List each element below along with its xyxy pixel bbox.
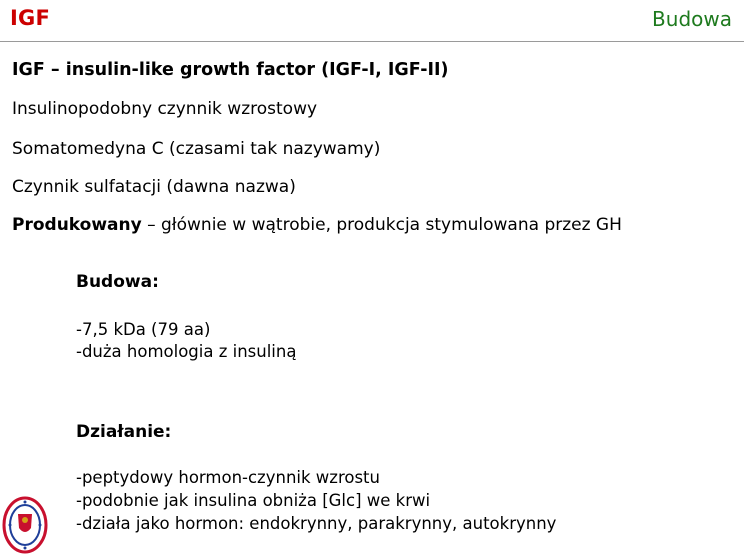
slide-title: IGF: [10, 6, 50, 30]
produced-text: – głównie w wątrobie, produkcja stymulowana przez GH: [141, 215, 622, 235]
intro-line-3: Czynnik sulfatacji (dawna nazwa): [12, 177, 296, 197]
dzialanie-item-2: -podobnie jak insulina obniża [Glc] we krwi: [76, 491, 431, 510]
university-seal-icon: [2, 494, 48, 554]
slide-header: [0, 0, 744, 42]
header-divider: [0, 41, 744, 42]
dzialanie-item-3: -działa jako hormon: endokrynny, parakrynny, autokrynny: [76, 514, 557, 533]
budowa-item-1: -7,5 kDa (79 aa): [76, 320, 211, 339]
budowa-heading: Budowa:: [76, 272, 159, 292]
produced-line: [12, 215, 622, 235]
intro-line-2: Somatomedyna C (czasami tak nazywamy): [12, 139, 381, 159]
produced-label: Produkowany: [12, 215, 142, 235]
dzialanie-heading: Działanie:: [76, 422, 172, 442]
budowa-item-2: -duża homologia z insuliną: [76, 342, 297, 361]
igf-definition-heading: IGF – insulin-like growth factor (IGF-I, IGF-II): [12, 60, 449, 80]
section-label: Budowa: [652, 7, 732, 31]
dzialanie-item-1: -peptydowy hormon-czynnik wzrostu: [76, 468, 380, 487]
intro-line-1: Insulinopodobny czynnik wzrostowy: [12, 99, 318, 119]
